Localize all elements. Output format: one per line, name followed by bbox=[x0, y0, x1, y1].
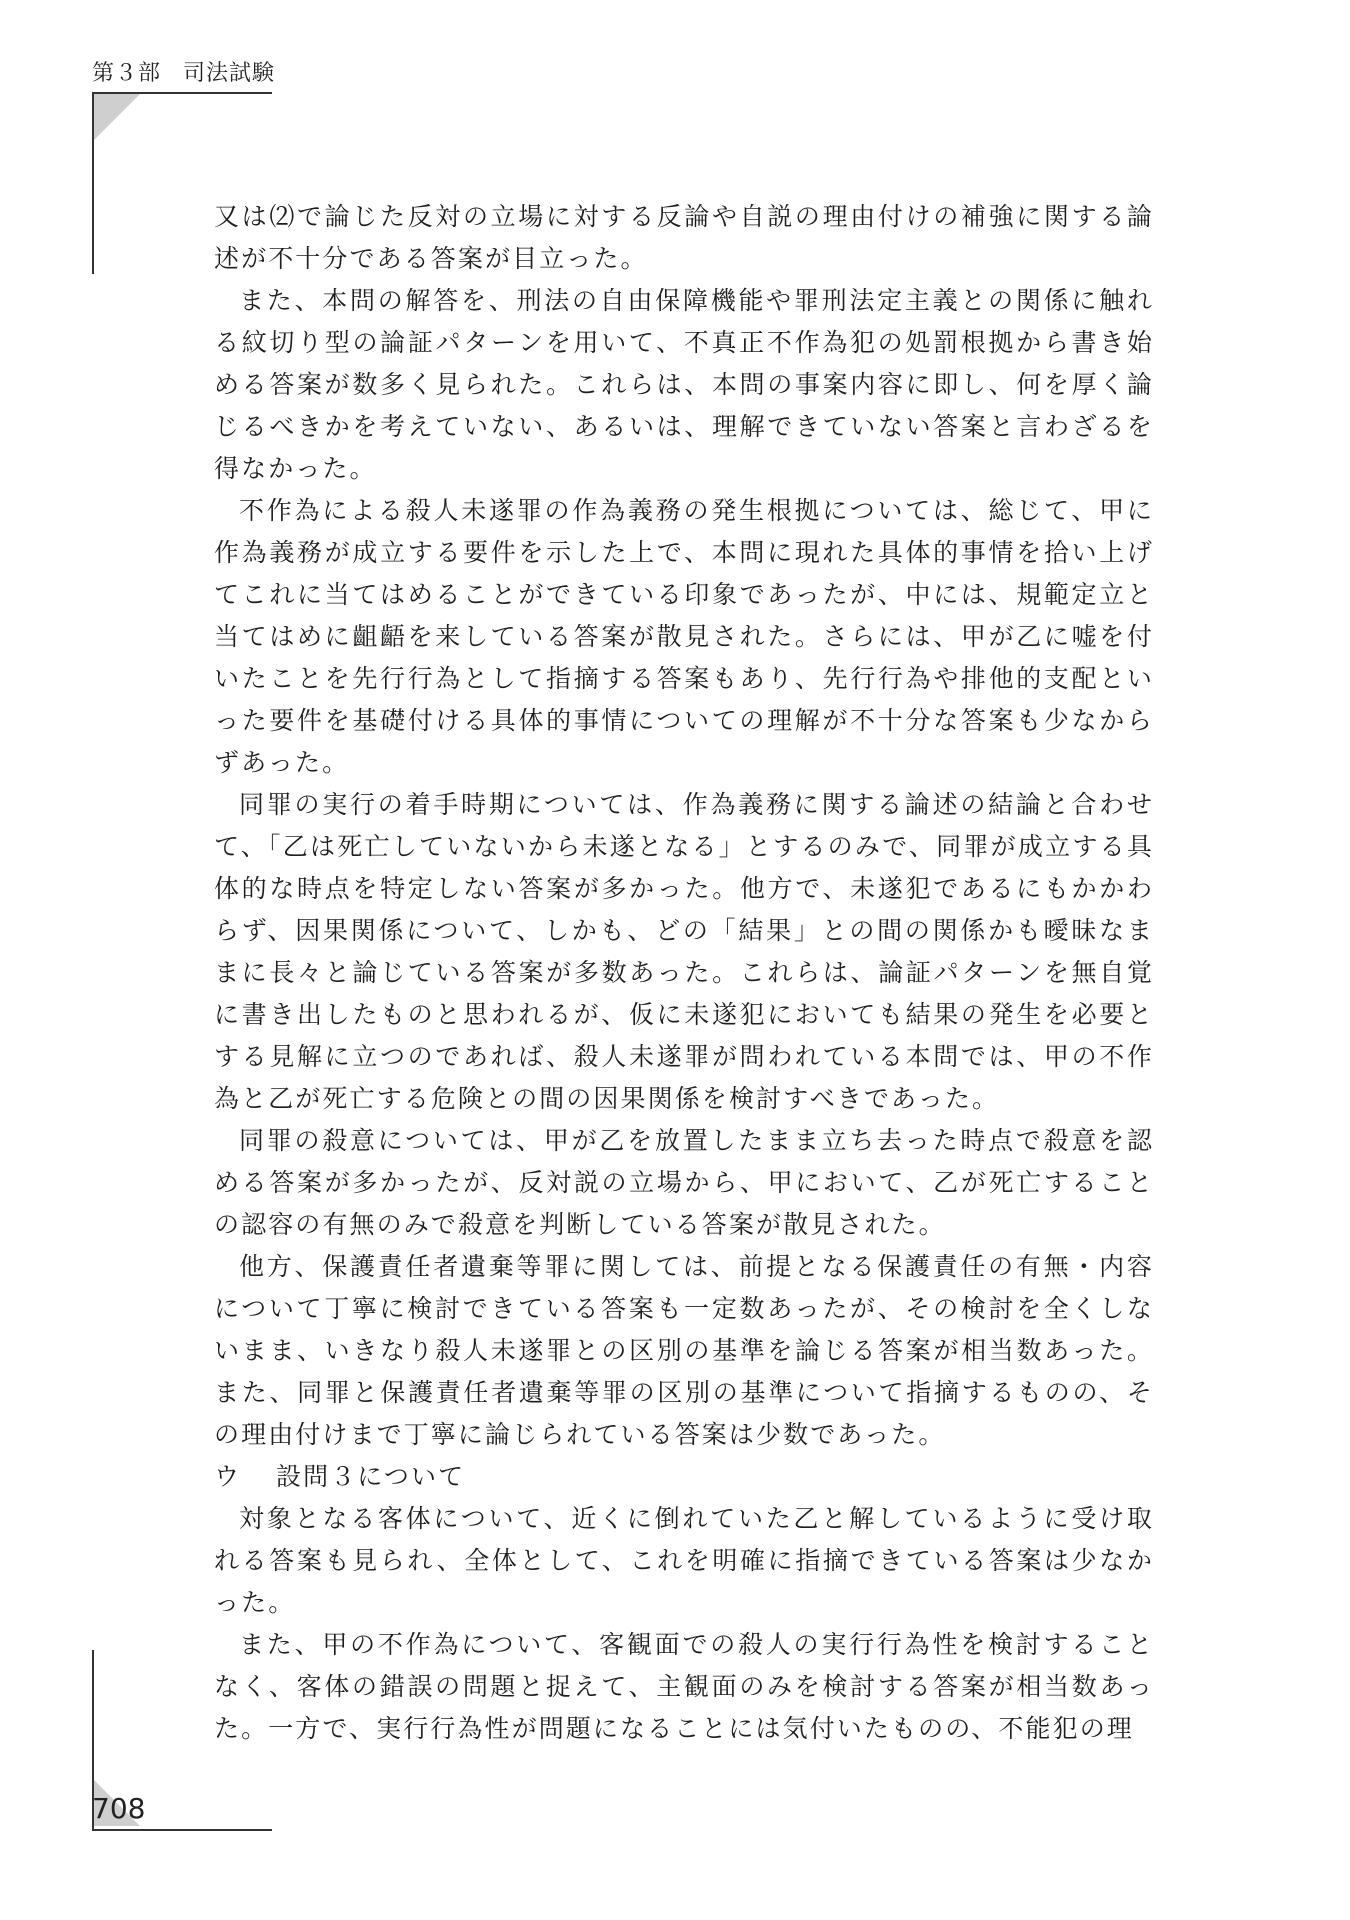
paragraph: 対象となる客体について、近くに倒れていた乙と解しているように受け取れる答案も見られ、全体として、これを明確に指摘できている答案は少なかった。 bbox=[214, 1504, 1154, 1617]
margin-line-top bbox=[92, 92, 94, 274]
section-heading bbox=[214, 1456, 1154, 1498]
paragraph: 不作為による殺人未遂罪の作為義務の発生根拠については、総じて、甲に作為義務が成立する要件を示した上で、本問に現れた具体的事情を拾い上げてこれに当てはめることができている印象であったが、中には、規範定立と当てはめに齟齬を来している答案が散見された。さらには、甲が乙に嘘を付いたことを先行行為として指摘する答案もあり、先行行為や排他的支配といった要件を基礎付ける具体的事情についての理解が不十分な答案も少なからずあった。 bbox=[214, 496, 1154, 777]
section-title: 設問３について bbox=[276, 1462, 466, 1491]
paragraph: 他方、保護責任者遺棄等罪に関しては、前提となる保護責任の有無・内容について丁寧に検討できている答案も一定数あったが、その検討を全くしないまま、いきなり殺人未遂罪との区別の基準を論じる答案が相当数あった。また、同罪と保護責任者遺棄等罪の区別の基準について指摘するものの、その理由付けまで丁寧に論じられている答案は少数であった。 bbox=[214, 1252, 1154, 1449]
paragraph: また、本問の解答を、刑法の自由保障機能や罪刑法定主義との関係に触れる紋切り型の論証パターンを用いて、不真正不作為犯の処罰根拠から書き始める答案が数多く見られた。これらは、本問の事案内容に即し、何を厚く論じるべきかを考えていない、あるいは、理解できていない答案と言わざるを得なかった。 bbox=[214, 286, 1154, 483]
paragraph: 同罪の実行の着手時期については、作為義務に関する論述の結論と合わせて、「乙は死亡していないから未遂となる」とするのみで、同罪が成立する具体的な時点を特定しない答案が多かった。他方で、未遂犯であるにもかかわらず、因果関係について、しかも、どの「結果」との間の関係かも曖昧なままに長々と論じている答案が多数あった。これらは、論証パターンを無自覚に書き出したものと思われるが、仮に未遂犯においても結果の発生を必要とする見解に立つのであれば、殺人未遂罪が問われている本問では、甲の不作為と乙が死亡する危険との間の因果関係を検討すべきであった。 bbox=[214, 790, 1154, 1113]
footer-rule bbox=[92, 1829, 272, 1831]
header-title: 司法試験 bbox=[183, 61, 276, 86]
header-part: 第３部 bbox=[92, 61, 162, 86]
corner-ornament-top bbox=[94, 94, 140, 140]
paragraph: 又は⑵で論じた反対の立場に対する反論や自説の理由付けの補強に関する論述が不十分である答案が目立った。 bbox=[214, 202, 1154, 273]
running-header bbox=[92, 56, 275, 87]
section-marker: ウ bbox=[214, 1462, 242, 1491]
paragraph: 同罪の殺意については、甲が乙を放置したまま立ち去った時点で殺意を認める答案が多かったが、反対説の立場から、甲において、乙が死亡することの認容の有無のみで殺意を判断している答案が散見された。 bbox=[214, 1126, 1154, 1239]
body-text bbox=[214, 196, 1154, 1750]
paragraph: また、甲の不作為について、客観面での殺人の実行行為性を検討することなく、客体の錯誤の問題と捉えて、主観面のみを検討する答案が相当数あった。一方で、実行行為性が問題になることには気付いたものの、不能犯の理 bbox=[214, 1630, 1154, 1743]
page-number: 708 bbox=[92, 1792, 146, 1825]
